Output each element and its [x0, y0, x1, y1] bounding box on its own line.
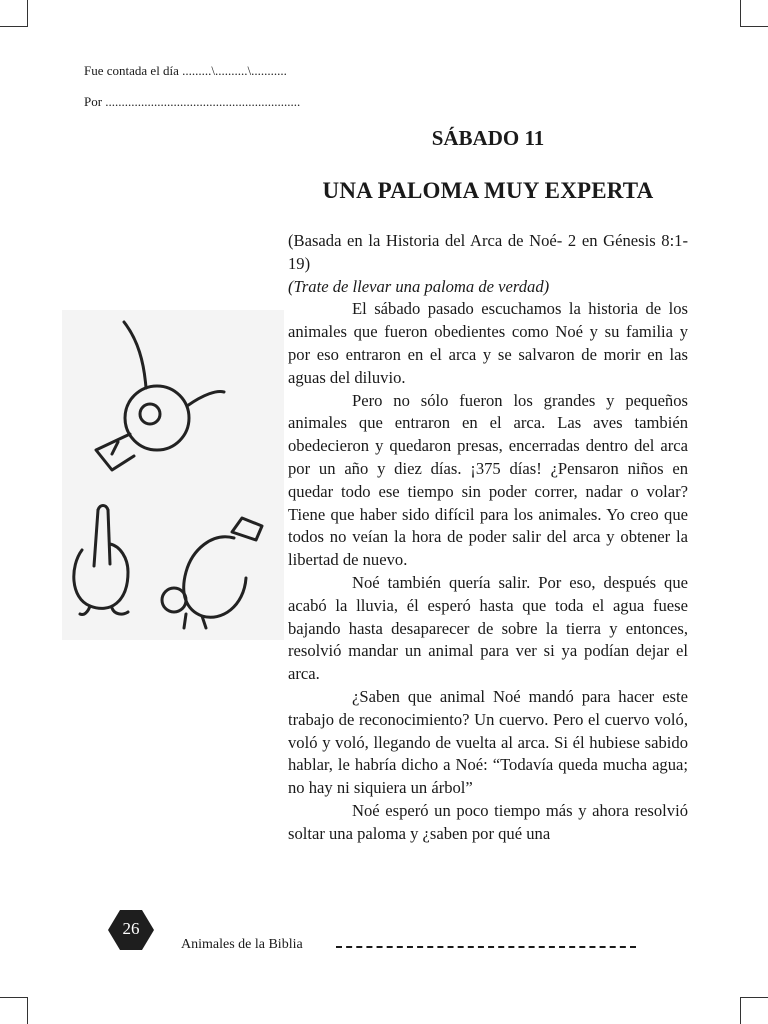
crop-mark: [740, 26, 768, 27]
day-title: SÁBADO 11: [431, 126, 545, 150]
story-paragraph: El sábado pasado escuchamos la historia de los animales que fueron obedientes como Noé y su familia y por eso entraron en el arca y se salvaron de morir en las aguas del diluvio.: [288, 299, 688, 387]
book-title: Animales de la Biblia: [181, 937, 303, 952]
story-paragraph: Noé esperó un poco tiempo más y ahora resolvió soltar una paloma y ¿saben por qué una: [288, 800, 688, 843]
story-paragraph: Noé también quería salir. Por eso, después que acabó la lluvia, él esperó hasta que toda el agua fuese bajando hasta desaparecer de sobre la tierra y entonces, resolvió mandar un animal para ver si ya podían dejar el arca.: [288, 572, 688, 684]
crop-mark: [740, 997, 741, 1024]
page-number-badge: [108, 910, 154, 950]
story-source: (Basada en la Historia del Arca de Noé- 2 en Génesis 8:1-19): [288, 231, 688, 273]
story-paragraph: ¿Saben que animal Noé mandó para hacer este trabajo de reconocimiento? Un cuervo. Pero el cuervo voló, voló y voló, llegando de vuelta al arca. Si él hubiese sabido hablar, le habría dicho a Noé: “Todavía queda mucha agua; no hay ni siquiera un árbol”: [288, 686, 688, 798]
told-on-date-line: Fue contada el día .........\..........\...........: [84, 63, 287, 78]
told-by-line: Por ............................................................: [84, 94, 301, 109]
crop-mark: [740, 0, 741, 27]
crop-mark: [27, 0, 28, 27]
bird-drawing-icon: [62, 310, 284, 640]
footer-dashed-rule: [336, 946, 636, 948]
crop-mark: [740, 997, 768, 998]
page-number: 26: [122, 919, 140, 938]
story-paragraph: Pero no sólo fueron los grandes y pequeños animales que entraron en el arca. Las aves también obedecieron y quedaron presas, encerradas dentro del arca por un año y diez días. ¡375 días! ¿Pensaron niños en quedar todo ese tiempo sin poder correr, nadar o volar? Tiene que haber sido difícil para los animales. Yo creo que todos no veían la hora de poder salir del arca y obtener la libertad de nuevo.: [288, 390, 688, 570]
story-note: (Trate de llevar una paloma de verdad): [288, 276, 550, 296]
crop-mark: [27, 997, 28, 1024]
story-title: UNA PALOMA MUY EXPERTA: [322, 178, 654, 203]
story-text: [288, 230, 688, 846]
crop-mark: [0, 26, 28, 27]
crop-mark: [0, 997, 28, 998]
